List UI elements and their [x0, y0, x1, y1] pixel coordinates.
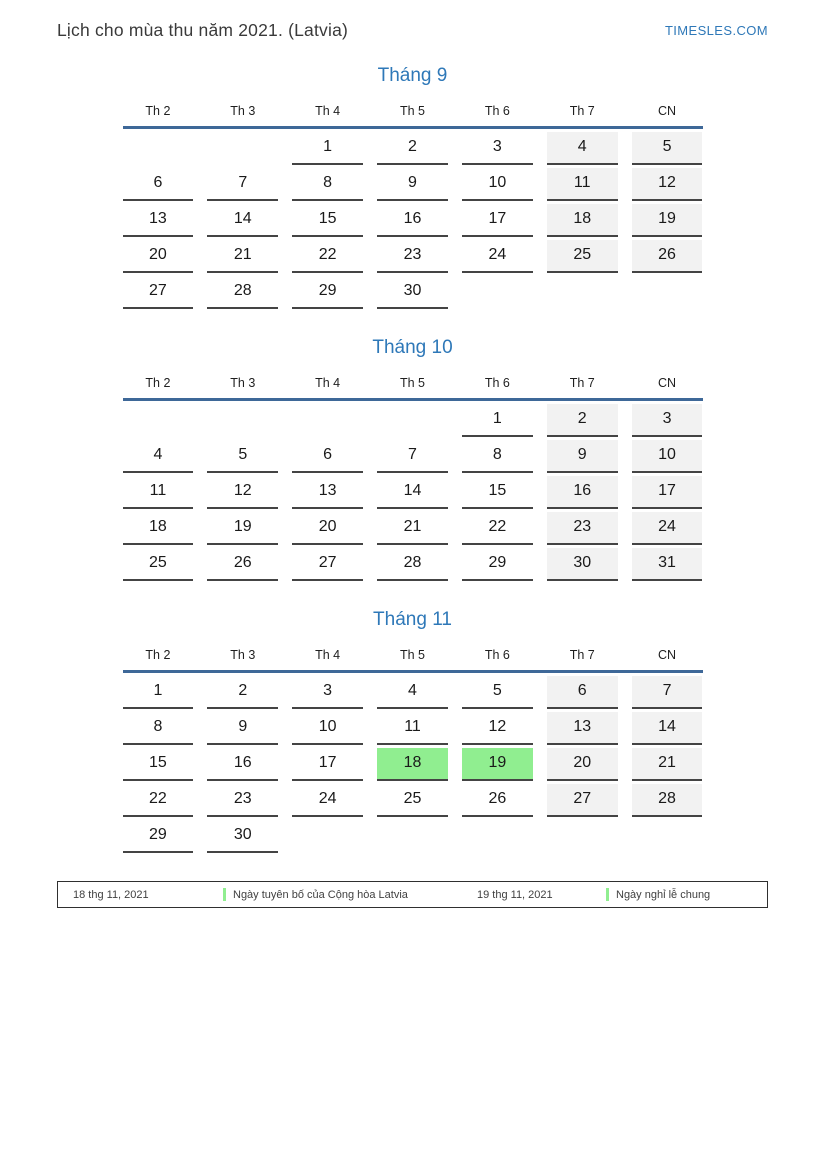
weekday-label: Th 2: [145, 648, 171, 662]
day-cell: 5: [207, 440, 278, 473]
month-table: [123, 103, 703, 309]
weekday-header-row: [123, 103, 703, 120]
header-divider-line: [123, 670, 703, 673]
day-cell: 27: [292, 548, 363, 581]
day-cell: 18: [123, 512, 194, 545]
day-cell: 15: [462, 476, 533, 509]
weekday-label: Th 2: [145, 104, 171, 118]
day-cell: 6: [123, 168, 194, 201]
day-cell: 12: [632, 168, 703, 201]
empty-cell: [377, 820, 448, 853]
weekday-label: Th 5: [399, 648, 425, 662]
day-cell: 21: [632, 748, 703, 781]
day-cell: 1: [462, 404, 533, 437]
day-cell: 7: [377, 440, 448, 473]
day-cell: 28: [207, 276, 278, 309]
day-cell: 15: [123, 748, 194, 781]
day-cell: 9: [377, 168, 448, 201]
day-cell: 22: [462, 512, 533, 545]
day-cell: 22: [123, 784, 194, 817]
day-cell: 2: [207, 676, 278, 709]
month-section: [57, 337, 768, 581]
day-cell: 5: [632, 132, 703, 165]
weekday-label: Th 3: [230, 104, 256, 118]
day-cell: 24: [462, 240, 533, 273]
weekday-label: Th 4: [315, 648, 341, 662]
weekday-label: Th 6: [484, 376, 510, 390]
day-cell: 10: [292, 712, 363, 745]
weekday-label: CN: [658, 104, 677, 118]
empty-cell: [207, 132, 278, 165]
day-cell: 27: [547, 784, 618, 817]
legend-box: [57, 881, 768, 908]
month-title: Tháng 9: [377, 65, 448, 86]
day-cell: 2: [547, 404, 618, 437]
empty-cell: [207, 404, 278, 437]
day-cell: 21: [377, 512, 448, 545]
day-cell: 4: [123, 440, 194, 473]
day-cell: 1: [292, 132, 363, 165]
day-cell: 24: [292, 784, 363, 817]
day-cell: 31: [632, 548, 703, 581]
empty-cell: [462, 276, 533, 309]
day-cell: 7: [632, 676, 703, 709]
day-cell: 24: [632, 512, 703, 545]
day-cell: 21: [207, 240, 278, 273]
day-cell: 1: [123, 676, 194, 709]
day-cell: 16: [207, 748, 278, 781]
empty-cell: [123, 404, 194, 437]
day-cell: 13: [292, 476, 363, 509]
day-cell: 30: [547, 548, 618, 581]
day-cell: 3: [632, 404, 703, 437]
legend-label: Ngày tuyên bố của Cộng hòa Latvia: [233, 888, 408, 901]
day-cell: 29: [292, 276, 363, 309]
day-cell: 23: [547, 512, 618, 545]
day-cell: 13: [547, 712, 618, 745]
day-cell: 12: [207, 476, 278, 509]
day-cell: 8: [462, 440, 533, 473]
month-title: Tháng 11: [373, 609, 452, 630]
empty-cell: [462, 820, 533, 853]
weekday-label: Th 7: [569, 648, 595, 662]
day-cell: 7: [207, 168, 278, 201]
page-header: [57, 20, 768, 41]
day-cell: 10: [462, 168, 533, 201]
day-cell: 26: [632, 240, 703, 273]
day-cell: 5: [462, 676, 533, 709]
holiday-swatch-icon: [223, 888, 226, 901]
legend-date: 18 thg 11, 2021: [73, 888, 149, 901]
empty-cell: [123, 132, 194, 165]
day-cell: 19: [462, 748, 533, 781]
day-cell: 11: [377, 712, 448, 745]
empty-cell: [632, 820, 703, 853]
day-cell: 18: [547, 204, 618, 237]
day-cell: 19: [632, 204, 703, 237]
day-cell: 18: [377, 748, 448, 781]
empty-cell: [632, 276, 703, 309]
day-cell: 23: [207, 784, 278, 817]
page-title: Lịch cho mùa thu năm 2021. (Latvia): [57, 20, 349, 40]
months-container: [57, 65, 768, 853]
weekday-label: Th 4: [315, 104, 341, 118]
weekday-label: CN: [658, 376, 677, 390]
weekday-label: Th 3: [230, 376, 256, 390]
day-cell: 15: [292, 204, 363, 237]
day-cell: 20: [292, 512, 363, 545]
day-cell: 28: [632, 784, 703, 817]
day-cell: 9: [207, 712, 278, 745]
empty-cell: [377, 404, 448, 437]
weekday-label: Th 3: [230, 648, 256, 662]
weekday-label: Th 7: [569, 104, 595, 118]
month-grid: [123, 132, 703, 309]
month-table: [123, 647, 703, 853]
month-grid: [123, 404, 703, 581]
brand-link[interactable]: TIMESLES.COM: [664, 23, 768, 38]
header-divider-line: [123, 126, 703, 129]
day-cell: 11: [547, 168, 618, 201]
weekday-label: Th 6: [484, 104, 510, 118]
day-cell: 17: [632, 476, 703, 509]
day-cell: 4: [547, 132, 618, 165]
empty-cell: [547, 820, 618, 853]
day-cell: 6: [292, 440, 363, 473]
day-cell: 3: [292, 676, 363, 709]
weekday-label: Th 2: [145, 376, 171, 390]
day-cell: 16: [547, 476, 618, 509]
month-table: [123, 375, 703, 581]
day-cell: 25: [377, 784, 448, 817]
day-cell: 14: [632, 712, 703, 745]
weekday-header-row: [123, 647, 703, 664]
day-cell: 29: [462, 548, 533, 581]
legend-date: 19 thg 11, 2021: [477, 888, 553, 901]
empty-cell: [292, 404, 363, 437]
month-grid: [123, 676, 703, 853]
weekday-header-row: [123, 375, 703, 392]
day-cell: 8: [292, 168, 363, 201]
day-cell: 6: [547, 676, 618, 709]
day-cell: 4: [377, 676, 448, 709]
day-cell: 14: [207, 204, 278, 237]
day-cell: 16: [377, 204, 448, 237]
weekday-label: CN: [658, 648, 677, 662]
empty-cell: [292, 820, 363, 853]
day-cell: 14: [377, 476, 448, 509]
day-cell: 30: [207, 820, 278, 853]
day-cell: 29: [123, 820, 194, 853]
day-cell: 28: [377, 548, 448, 581]
legend-item: [223, 888, 477, 901]
day-cell: 27: [123, 276, 194, 309]
legend-label: Ngày nghỉ lễ chung: [616, 888, 711, 901]
weekday-label: Th 5: [399, 376, 425, 390]
month-section: [57, 609, 768, 853]
day-cell: 20: [123, 240, 194, 273]
day-cell: 20: [547, 748, 618, 781]
weekday-label: Th 7: [569, 376, 595, 390]
day-cell: 30: [377, 276, 448, 309]
day-cell: 25: [123, 548, 194, 581]
day-cell: 13: [123, 204, 194, 237]
day-cell: 3: [462, 132, 533, 165]
day-cell: 17: [462, 204, 533, 237]
holiday-swatch-icon: [606, 888, 609, 901]
day-cell: 26: [462, 784, 533, 817]
month-section: [57, 65, 768, 309]
day-cell: 26: [207, 548, 278, 581]
day-cell: 9: [547, 440, 618, 473]
day-cell: 10: [632, 440, 703, 473]
day-cell: 25: [547, 240, 618, 273]
month-title: Tháng 10: [372, 337, 453, 358]
day-cell: 23: [377, 240, 448, 273]
day-cell: 22: [292, 240, 363, 273]
weekday-label: Th 5: [399, 104, 425, 118]
day-cell: 19: [207, 512, 278, 545]
header-divider-line: [123, 398, 703, 401]
empty-cell: [547, 276, 618, 309]
legend-item: [606, 888, 710, 901]
day-cell: 2: [377, 132, 448, 165]
weekday-label: Th 4: [315, 376, 341, 390]
weekday-label: Th 6: [484, 648, 510, 662]
day-cell: 8: [123, 712, 194, 745]
day-cell: 11: [123, 476, 194, 509]
day-cell: 12: [462, 712, 533, 745]
day-cell: 17: [292, 748, 363, 781]
